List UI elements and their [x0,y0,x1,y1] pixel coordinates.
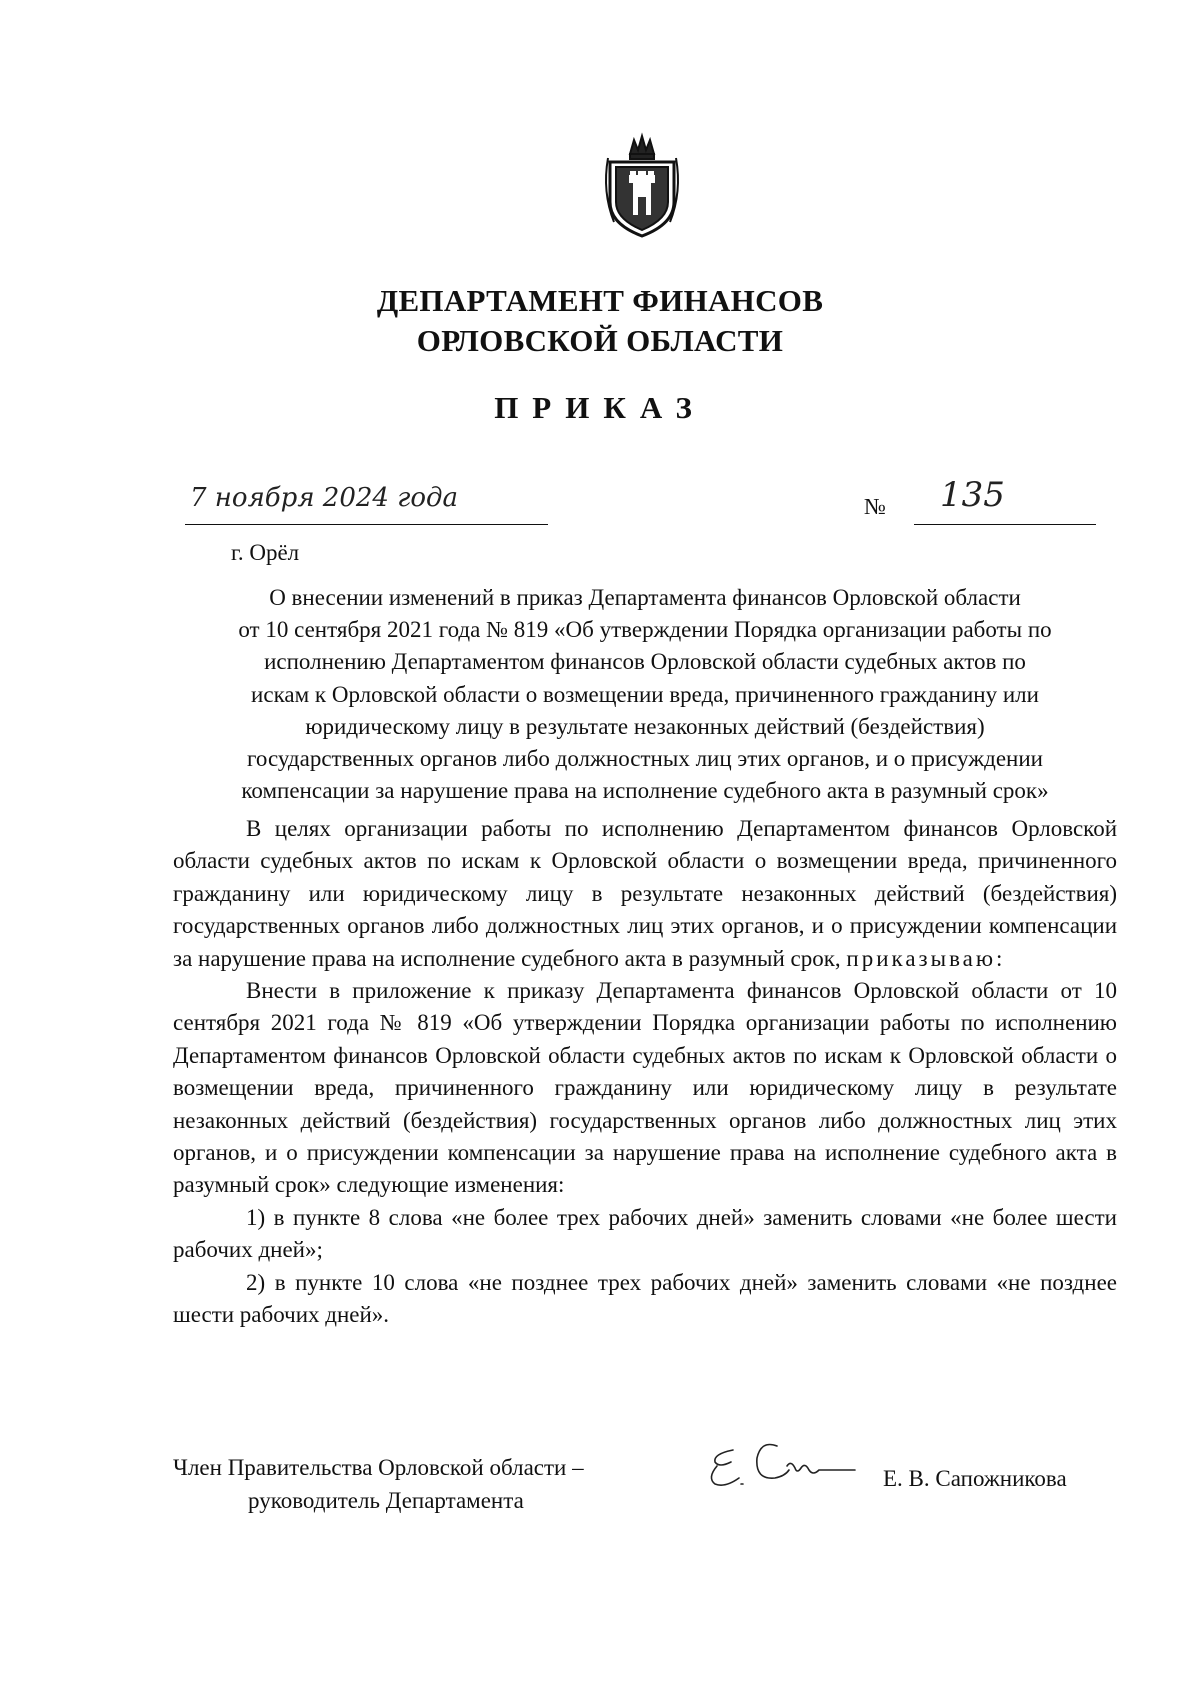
handwritten-number: 135 [940,475,1005,515]
subject-line: юридическому лицу в результате незаконных действий (бездействия) [305,713,985,739]
change-item-2: 2) в пункте 10 слова «не позднее трех рабочих дней» заменить словами «не позднее шести рабочих дней». [173,1269,1117,1328]
preamble-paragraph [173,813,1117,975]
change-item-1: 1) в пункте 8 слова «не более трех рабочих дней» заменить словами «не более шести рабочих дней»; [173,1204,1117,1263]
preamble-text: В целях организации работы по исполнению Департаментом финансов Орловской области судебных актов по искам к Орловской области о возмещении вреда, причиненного гражданину или юридическому лицу в результате незаконных действий (бездействия) государственных органов либо должностных лиц этих органов, и о присуждении компенсации за нарушение права на исполнение судебного акта в разумный срок, [173,816,1117,971]
subject-line: компенсации за нарушение права на исполнение судебного акта в разумный срок» [241,778,1049,804]
handwritten-signature [705,1432,860,1492]
handwritten-date: 7 ноября 2024 года [190,483,458,513]
subject-line: государственных органов либо должностных лиц этих органов, и о присуждении [247,746,1043,772]
position-line-1: Член Правительства Орловской области – [173,1455,584,1480]
city-label: г. Орёл [231,540,300,565]
subject-line: искам к Орловской области о возмещении вреда, причиненного гражданину или [251,681,1039,707]
document-type-title: ПРИКАЗ [494,390,706,425]
main-paragraph: Внести в приложение к приказу Департамента финансов Орловской области от 10 сентября 2021 года № 819 «Об утверждении Порядка организации работы по исполнению Департаментом финансов Орловской области судебных актов по искам к Орловской области о возмещении вреда, причиненного гражданину или юридическому лицу в результате незаконных действий (бездействия) государственных органов либо должностных лиц этих органов, и о присуждении компенсации за нарушение права на исполнение судебного акта в разумный срок» следующие изменения: [173,978,1117,1198]
position-line-2: руководитель Департамента [248,1488,524,1513]
department-name-line2: ОРЛОВСКОЙ ОБЛАСТИ [416,323,784,358]
department-name-line1: ДЕПАРТАМЕНТ ФИНАНСОВ [376,283,824,318]
subject-line: О внесении изменений в приказ Департамента финансов Орловской области [269,585,1021,610]
number-label: № [864,494,886,519]
subject-line: от 10 сентября 2021 года № 819 «Об утверждении Порядка организации работы по [238,617,1052,643]
document-subject [175,582,1115,807]
subject-line: исполнению Департаментом финансов Орловской области судебных актов по [264,649,1026,675]
coat-of-arms-icon [600,132,684,240]
decree-word: приказываю: [846,945,1006,971]
document-body [173,813,1117,1332]
signatory-position [173,1451,584,1517]
signatory-name: Е. В. Сапожникова [883,1466,1067,1491]
